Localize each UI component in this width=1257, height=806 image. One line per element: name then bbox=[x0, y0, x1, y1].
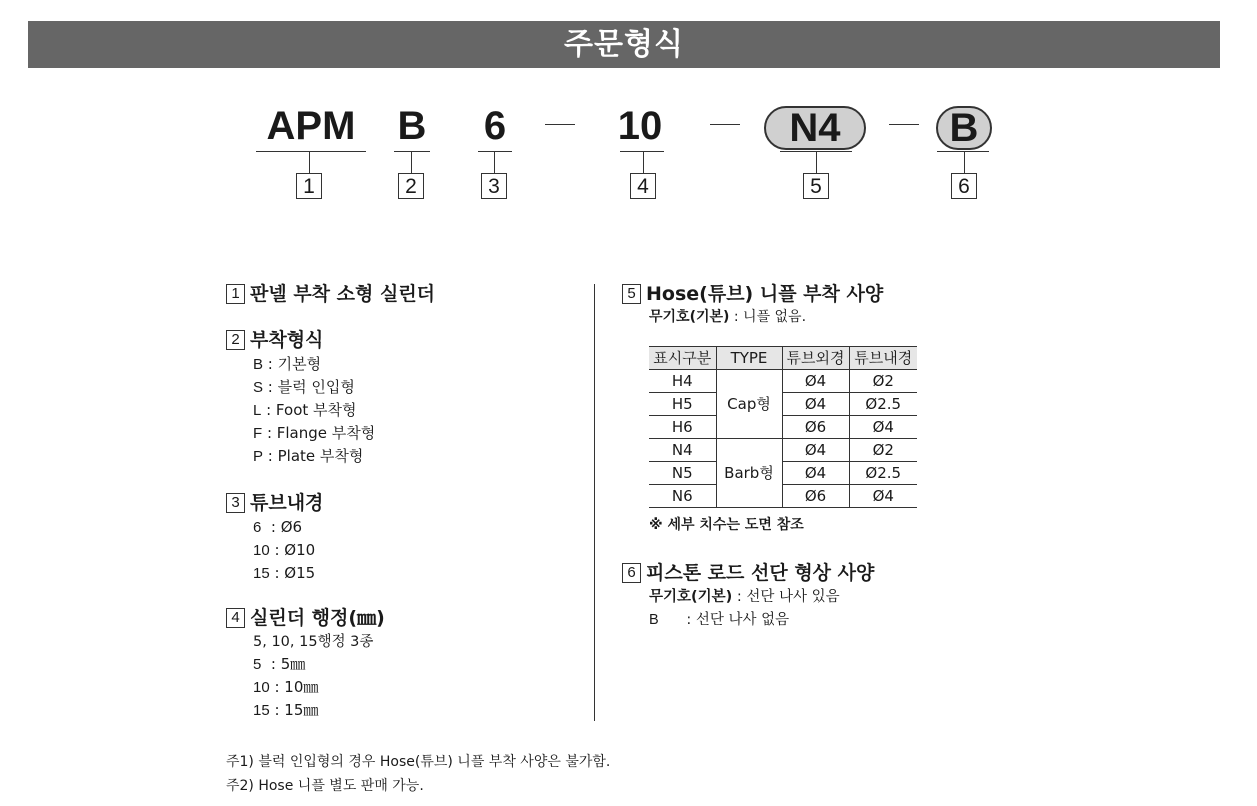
section-subtitle: 무기호(기본) : 니플 없음. bbox=[649, 309, 807, 325]
section-4 bbox=[226, 606, 385, 722]
column-header: 튜브외경 bbox=[782, 347, 849, 370]
table-cell: H6 bbox=[649, 416, 716, 439]
code-underline bbox=[478, 151, 512, 152]
code-connector bbox=[643, 151, 644, 173]
table-row bbox=[649, 462, 917, 485]
section-title: Hose(튜브) 니플 부착 사양 bbox=[646, 283, 884, 305]
table-cell: N5 bbox=[649, 462, 716, 485]
code-connector bbox=[816, 151, 817, 173]
list-item: B : 기본형 bbox=[253, 355, 322, 373]
code-underline bbox=[937, 151, 989, 152]
code-number-box: 6 bbox=[951, 173, 977, 199]
table-cell: Ø4 bbox=[849, 416, 917, 439]
column-header: 튜브내경 bbox=[849, 347, 917, 370]
table-cell: H4 bbox=[649, 370, 716, 393]
code-part-mounting: B bbox=[397, 104, 427, 148]
section-heading bbox=[226, 606, 385, 630]
section-number: 5 bbox=[622, 284, 641, 304]
code-separator bbox=[889, 124, 919, 125]
code-separator bbox=[545, 124, 575, 125]
table-row bbox=[649, 393, 917, 416]
list-item: P : Plate 부착형 bbox=[253, 447, 364, 465]
section-subtitle: 5, 10, 15행정 3종 bbox=[253, 634, 374, 650]
section-number: 4 bbox=[226, 608, 245, 628]
list-item: 15 : 15㎜ bbox=[253, 701, 319, 719]
section-heading bbox=[226, 491, 323, 515]
table-cell: N6 bbox=[649, 485, 716, 508]
code-number-box: 3 bbox=[481, 173, 507, 199]
code-number-box: 1 bbox=[296, 173, 322, 199]
code-part-stroke: 10 bbox=[617, 104, 663, 148]
table-cell: Ø2 bbox=[849, 439, 917, 462]
section-heading bbox=[622, 561, 874, 585]
list-item: S : 블럭 인입형 bbox=[253, 378, 355, 396]
code-underline bbox=[394, 151, 430, 152]
list-item: 무기호(기본) : 선단 나사 있음 bbox=[649, 589, 840, 605]
code-connector bbox=[411, 151, 412, 173]
section-1 bbox=[226, 282, 435, 306]
code-part-bore: 6 bbox=[483, 104, 507, 148]
code-underline bbox=[256, 151, 366, 152]
code-connector bbox=[309, 151, 310, 173]
code-number-box: 5 bbox=[803, 173, 829, 199]
section-3 bbox=[226, 491, 323, 585]
table-row bbox=[649, 485, 917, 508]
list-item: B : 선단 나사 없음 bbox=[649, 612, 790, 628]
table-cell: Ø4 bbox=[849, 485, 917, 508]
column-divider bbox=[594, 284, 595, 721]
section-title: 피스톤 로드 선단 형상 사양 bbox=[646, 562, 875, 584]
footnote: 주1) 블럭 인입형의 경우 Hose(튜브) 니플 부착 사양은 불가함. bbox=[226, 754, 611, 770]
list-item: 5 : 5㎜ bbox=[253, 655, 306, 673]
footnote: 주2) Hose 니플 별도 판매 가능. bbox=[226, 778, 424, 794]
code-number-box: 2 bbox=[398, 173, 424, 199]
table-cell: Ø4 bbox=[782, 462, 849, 485]
page-title: 주문형식 bbox=[564, 27, 684, 62]
code-number-box: 4 bbox=[630, 173, 656, 199]
section-title: 실린더 행정(㎜) bbox=[250, 607, 385, 629]
list-item: F : Flange 부착형 bbox=[253, 424, 376, 442]
table-cell-type: Cap형 bbox=[716, 370, 782, 439]
section-number: 2 bbox=[226, 330, 245, 350]
table-row bbox=[649, 416, 917, 439]
table-cell: Ø4 bbox=[782, 370, 849, 393]
column-header: TYPE bbox=[716, 347, 782, 370]
section-number: 6 bbox=[622, 563, 641, 583]
table-cell-type: Barb형 bbox=[716, 439, 782, 508]
section-title: 판넬 부착 소형 실린더 bbox=[250, 283, 436, 305]
code-underline bbox=[620, 151, 664, 152]
page-title-banner bbox=[28, 21, 1220, 68]
list-item: L : Foot 부착형 bbox=[253, 401, 357, 419]
table-cell: Ø2.5 bbox=[849, 462, 917, 485]
section-heading bbox=[226, 328, 375, 352]
section-title: 튜브내경 bbox=[250, 492, 324, 514]
list-item: 10 : Ø10 bbox=[253, 541, 316, 559]
table-cell: Ø2 bbox=[849, 370, 917, 393]
table-cell: N4 bbox=[649, 439, 716, 462]
hose-nipple-spec-table bbox=[649, 346, 917, 508]
table-cell: Ø6 bbox=[782, 416, 849, 439]
table-row bbox=[649, 439, 917, 462]
list-item: 10 : 10㎜ bbox=[253, 678, 319, 696]
table-cell: Ø4 bbox=[782, 393, 849, 416]
section-2 bbox=[226, 328, 375, 468]
code-connector bbox=[494, 151, 495, 173]
section-number: 1 bbox=[226, 284, 245, 304]
table-note: ※ 세부 치수는 도면 참조 bbox=[649, 517, 804, 533]
table-cell: Ø2.5 bbox=[849, 393, 917, 416]
section-heading bbox=[622, 282, 917, 306]
table-cell: Ø6 bbox=[782, 485, 849, 508]
section-5 bbox=[622, 282, 917, 536]
column-header: 표시구분 bbox=[649, 347, 716, 370]
list-item: 15 : Ø15 bbox=[253, 564, 316, 582]
code-part-series: APM bbox=[266, 104, 356, 148]
table-cell: H5 bbox=[649, 393, 716, 416]
table-cell: Ø4 bbox=[782, 439, 849, 462]
table-row bbox=[649, 370, 917, 393]
section-title: 부착형식 bbox=[250, 329, 324, 351]
code-part-hose-nipple: N4 bbox=[764, 106, 866, 150]
table-header-row bbox=[649, 347, 917, 370]
section-6 bbox=[622, 561, 874, 632]
code-separator bbox=[710, 124, 740, 125]
code-part-rod-end: B bbox=[936, 106, 992, 150]
section-number: 3 bbox=[226, 493, 245, 513]
section-heading bbox=[226, 282, 435, 306]
code-connector bbox=[964, 151, 965, 173]
footnotes bbox=[226, 750, 610, 798]
list-item: 6 : Ø6 bbox=[253, 518, 303, 536]
